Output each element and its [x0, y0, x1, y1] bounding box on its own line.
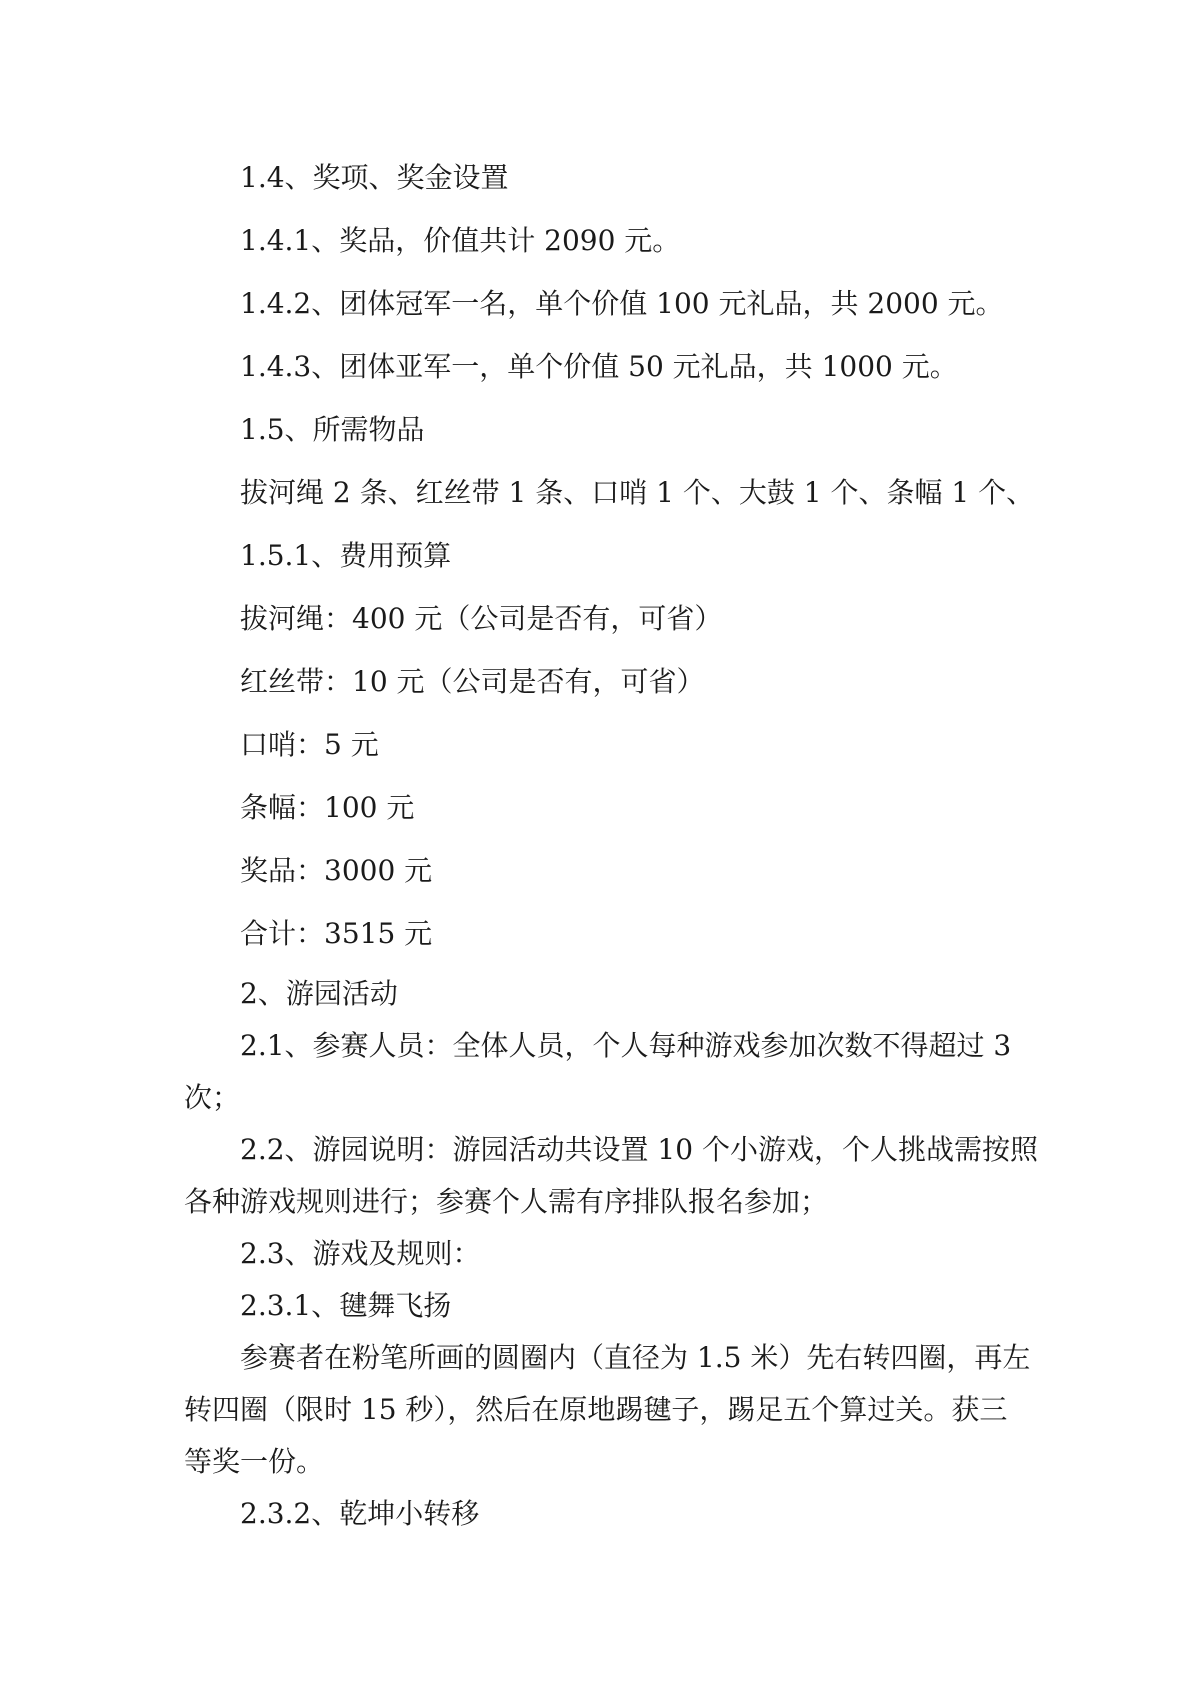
budget-whistle: 口哨：5 元 — [240, 728, 379, 761]
heading-2-3-2: 2.3.2、乾坤小转移 — [240, 1497, 480, 1530]
paragraph-items: 拔河绳 2 条、红丝带 1 条、口哨 1 个、大鼓 1 个、条幅 1 个、 — [240, 476, 1035, 509]
paragraph-2-2-cont: 各种游戏规则进行；参赛个人需有序排队报名参加； — [184, 1185, 829, 1218]
budget-ribbon: 红丝带：10 元（公司是否有，可省） — [240, 665, 705, 698]
paragraph-2-1: 2.1、参赛人员：全体人员，个人每种游戏参加次数不得超过 3 — [240, 1029, 1012, 1062]
budget-banner: 条幅：100 元 — [240, 791, 415, 824]
budget-total: 合计：3515 元 — [240, 917, 433, 950]
paragraph-2-3-1-a: 参赛者在粉笔所画的圆圈内（直径为 1.5 米）先右转四圈，再左 — [240, 1341, 1031, 1374]
paragraph-2-2: 2.2、游园说明：游园活动共设置 10 个小游戏，个人挑战需按照 — [240, 1133, 1038, 1166]
heading-1-5-1: 1.5.1、费用预算 — [240, 539, 452, 572]
paragraph-1-4-2: 1.4.2、团体冠军一名，单个价值 100 元礼品，共 2000 元。 — [240, 287, 1004, 320]
paragraph-2-3-1-b: 转四圈（限时 15 秒），然后在原地踢毽子，踢足五个算过关。获三 — [184, 1393, 1008, 1426]
heading-1-5: 1.5、所需物品 — [240, 413, 425, 446]
paragraph-1-4-1: 1.4.1、奖品，价值共计 2090 元。 — [240, 224, 681, 257]
heading-1-4: 1.4、奖项、奖金设置 — [240, 161, 509, 194]
budget-prizes: 奖品：3000 元 — [240, 854, 433, 887]
heading-2-3: 2.3、游戏及规则： — [240, 1237, 481, 1270]
paragraph-2-1-cont: 次； — [184, 1081, 241, 1114]
paragraph-1-4-3: 1.4.3、团体亚军一，单个价值 50 元礼品，共 1000 元。 — [240, 350, 958, 383]
budget-rope: 拔河绳：400 元（公司是否有，可省） — [240, 602, 723, 635]
heading-2: 2、游园活动 — [240, 977, 398, 1010]
paragraph-2-3-1-c: 等奖一份。 — [184, 1445, 325, 1478]
heading-2-3-1: 2.3.1、毽舞飞扬 — [240, 1289, 452, 1322]
